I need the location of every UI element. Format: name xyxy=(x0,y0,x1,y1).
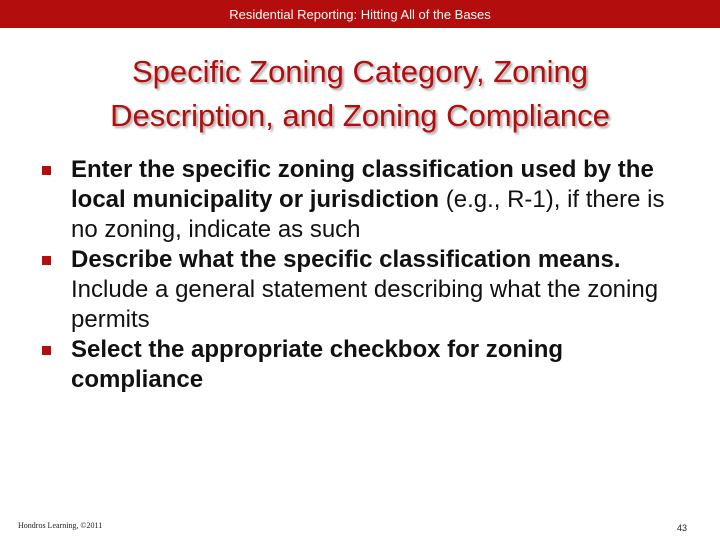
bullet-item xyxy=(42,155,682,245)
bullet-bold-text: Select the appropriate checkbox for zoning compliance xyxy=(71,336,564,393)
square-bullet-icon xyxy=(42,166,51,175)
square-bullet-icon xyxy=(42,256,51,265)
header-bar xyxy=(0,0,720,28)
slide-title-line-1: Specific Zoning Category, Zoning xyxy=(131,54,589,89)
bullet-item xyxy=(42,335,682,395)
slide-title-line-2: Description, and Zoning Compliance xyxy=(110,98,610,133)
bullet-normal-text: Include a general statement describing what the zoning permits xyxy=(71,276,659,333)
bullet-normal-text: (e.g., R-1), if there is no zoning, indicate as such xyxy=(71,186,665,243)
bullet-bold-text: Describe what the specific classification means. xyxy=(71,246,621,273)
bullet-item xyxy=(42,245,682,335)
footer-copyright: Hondros Learning, ©2011 xyxy=(18,521,103,530)
square-bullet-icon xyxy=(42,346,51,355)
slide-title xyxy=(0,50,720,138)
header-title: Residential Reporting: Hitting All of the Bases xyxy=(229,6,491,22)
bullet-list xyxy=(42,155,682,395)
bullet-bold-text: Enter the specific zoning classification used by the local municipality or jurisdiction xyxy=(71,156,654,213)
page-number: 43 xyxy=(676,523,687,533)
